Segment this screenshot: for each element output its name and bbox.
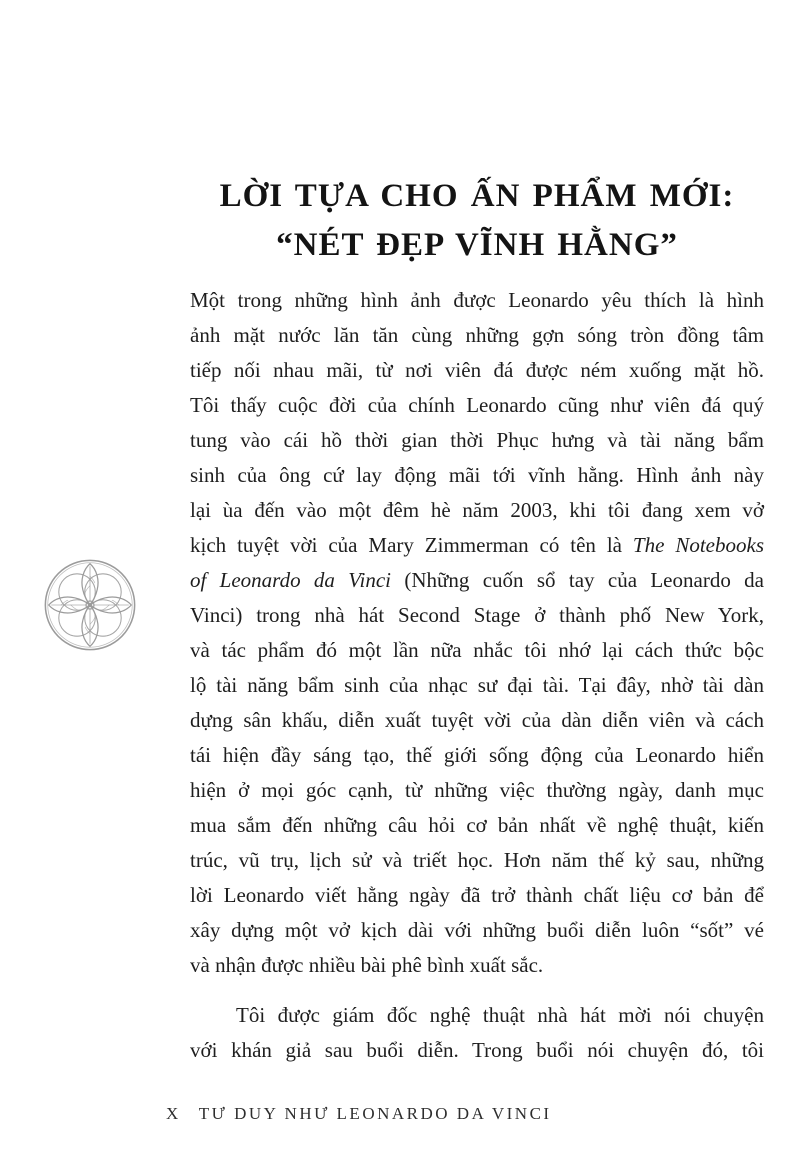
body-line: Tôi được giám đốc nghệ thuật nhà hát mời nói chuyện — [236, 1003, 764, 1027]
body-line: xây dựng một vở kịch dài với những buổi diễn luôn “sốt” vé — [190, 918, 764, 942]
text-column — [190, 172, 764, 1068]
chapter-title-line-1: LỜI TỰA CHO ẤN PHẨM MỚI: — [219, 178, 735, 214]
body-line: trúc, vũ trụ, lịch sử và triết học. Hơn năm thế kỷ sau, những — [190, 848, 764, 872]
body-line: mua sắm đến những câu hỏi cơ bản nhất về nghệ thuật, kiến — [190, 813, 764, 837]
body-line: dựng sân khấu, diễn xuất tuyệt vời của dàn diễn viên và cách — [190, 708, 764, 732]
body-line: lời Leonardo viết hằng ngày đã trở thành chất liệu cơ bản để — [190, 883, 764, 907]
body-text — [190, 283, 764, 1068]
body-line: lại ùa đến vào một đêm hè năm 2003, khi tôi đang xem vở — [190, 498, 764, 522]
chapter-title-line-2: “NÉT ĐẸP VĨNH HẰNG” — [276, 227, 678, 263]
body-line: hiện ở mọi góc cạnh, từ những việc thường ngày, danh mục — [190, 778, 764, 802]
body-line: sinh của ông cứ lay động mãi tới vĩnh hằng. Hình ảnh này — [190, 463, 764, 487]
body-line: tiếp nối nhau mãi, từ nơi viên đá được ném xuống mặt hồ. — [190, 358, 764, 382]
rosette-ornament-icon — [42, 557, 138, 653]
body-line: Vinci) trong nhà hát Second Stage ở thành phố New York, — [190, 603, 764, 627]
chapter-title — [190, 172, 764, 270]
body-line: tái hiện đầy sáng tạo, thế giới sống động của Leonardo hiển — [190, 743, 764, 767]
body-line: ảnh mặt nước lăn tăn cùng những gợn sóng tròn đồng tâm — [190, 323, 764, 347]
body-line: và nhận được nhiều bài phê bình xuất sắc. — [190, 953, 544, 977]
body-line: với khán giả sau buổi diễn. Trong buổi nói chuyện đó, tôi — [190, 1038, 764, 1062]
body-line: kịch tuyệt vời của Mary Zimmerman có tên là The Notebooks — [190, 533, 764, 557]
body-line: tung vào cái hồ thời gian thời Phục hưng và tài năng bẩm — [190, 428, 764, 452]
body-line: of Leonardo da Vinci (Những cuốn sổ tay của Leonardo da — [190, 568, 764, 592]
running-title: TƯ DUY NHƯ LEONARDO DA VINCI — [198, 1104, 552, 1123]
body-line: và tác phẩm đó một lần nữa nhắc tôi nhớ lại cách thức bộc — [190, 638, 764, 662]
page-number: X — [166, 1104, 181, 1123]
body-line: lộ tài năng bẩm sinh của nhạc sư đại tài. Tại đây, nhờ tài dàn — [190, 673, 764, 697]
body-line: Một trong những hình ảnh được Leonardo yêu thích là hình — [190, 288, 764, 312]
page-footer — [166, 1104, 552, 1124]
body-line: Tôi thấy cuộc đời của chính Leonardo cũng như viên đá quý — [190, 393, 764, 417]
